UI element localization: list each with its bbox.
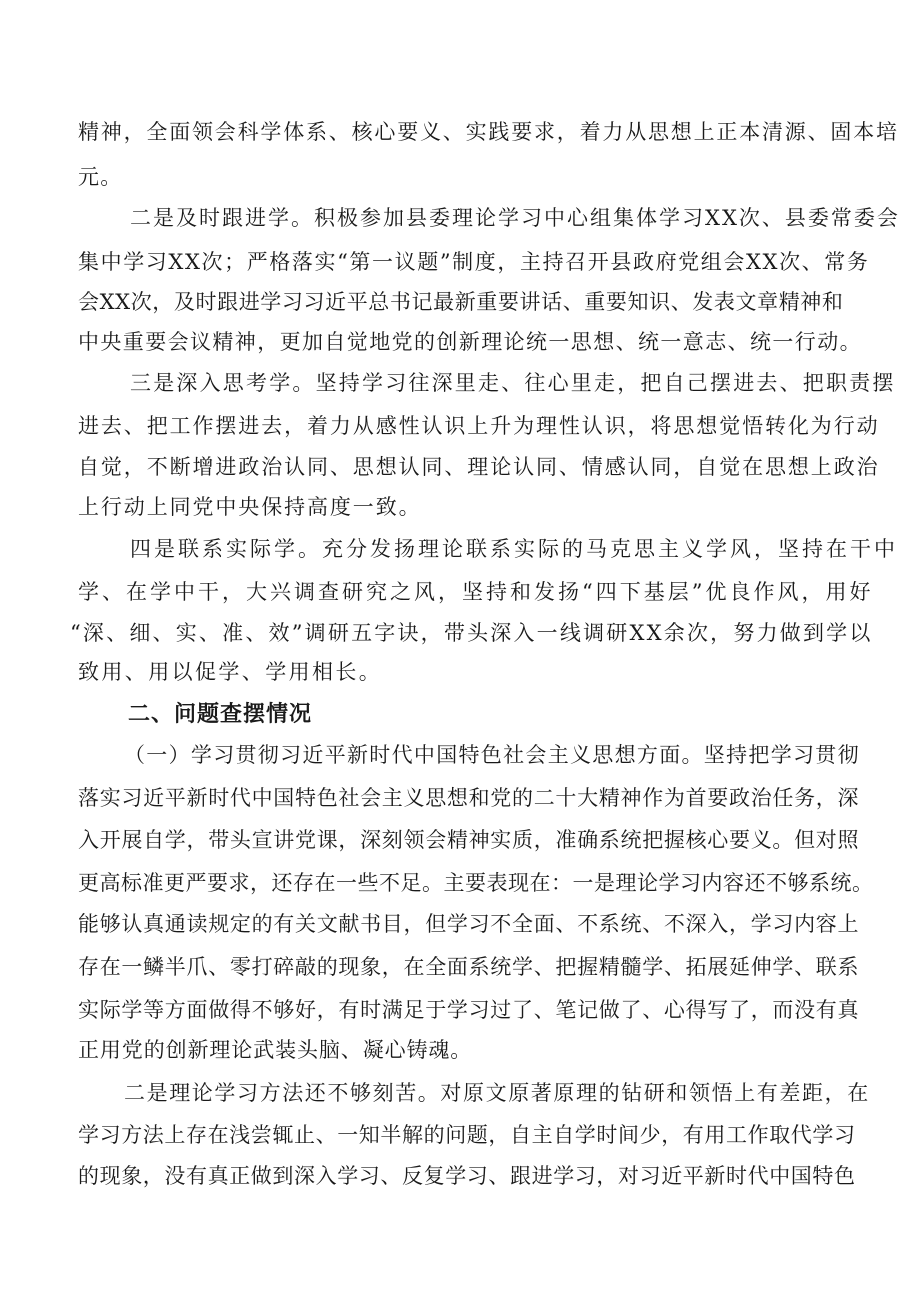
text-line: （一）学习贯彻习近平新时代中国特色社会主义思想方面。坚持把学习贯彻 xyxy=(124,743,860,767)
text-line: 三是深入思考学。坚持学习往深里走、往心里走，把自己摆进去、把职责摆 xyxy=(130,371,896,395)
text-line: “深、细、实、准、效”调研五字诀，带头深入一线调研XX余次，努力做到学以 xyxy=(70,621,873,645)
text-line: 致用、用以促学、学用相长。 xyxy=(78,660,383,684)
text-line: 上行动上同党中央保持高度一致。 xyxy=(78,495,422,519)
text-line: 能够认真通读规定的有关文献书目，但学习不全面、不系统、不深入，学习内容上 xyxy=(78,912,860,936)
text-line: 更高标准更严要求，还存在一些不足。主要表现在：一是理论学习内容还不够系统。 xyxy=(78,871,874,895)
text-line: 实际学等方面做得不够好，有时满足于学习过了、笔记做了、心得写了，而没有真 xyxy=(78,998,860,1022)
text-line: 二是及时跟进学。积极参加县委理论学习中心组集体学习XX次、县委常委会 xyxy=(130,206,900,230)
text-line: 元。 xyxy=(78,165,123,189)
text-line: 二是理论学习方法还不够刻苦。对原文原著原理的钻研和领悟上有差距，在 xyxy=(124,1081,870,1105)
text-line: 学、在学中干，大兴调查研究之风，坚持和发扬“四下基层”优良作风，用好 xyxy=(78,580,874,604)
text-line: 存在一鳞半爪、零打碎敲的现象，在全面系统学、把握精髓学、拓展延伸学、联系 xyxy=(78,955,860,979)
text-line: 的现象，没有真正做到深入学习、反复学习、跟进学习，对习近平新时代中国特色 xyxy=(78,1164,856,1188)
text-line: 自觉，不断增进政治认同、思想认同、理论认同、情感认同，自觉在思想上政治 xyxy=(78,455,880,479)
text-line: 精神，全面领会科学体系、核心要义、实践要求，着力从思想上正本清源、固本培 xyxy=(78,120,899,144)
text-line: 学习方法上存在浅尝辄止、一知半解的问题，自主自学时间少，有用工作取代学习 xyxy=(78,1123,856,1147)
text-line: 进去、把工作摆进去，着力从感性认识上升为理性认识，将思想觉悟转化为行动 xyxy=(78,414,880,438)
text-line: 中央重要会议精神，更加自觉地党的创新理论统一思想、统一意志、统一行动。 xyxy=(78,330,862,354)
text-line: 四是联系实际学。充分发扬理论联系实际的马克思主义学风，坚持在干中 xyxy=(130,537,898,561)
section-heading: 二、问题查摆情况 xyxy=(128,702,313,727)
text-line: 落实习近平新时代中国特色社会主义思想和党的二十大精神作为首要政治任务，深 xyxy=(78,786,860,810)
text-line: 正用党的创新理论武装头脑、凝心铸魂。 xyxy=(78,1038,473,1062)
text-line: 会XX次，及时跟进学习习近平总书记最新重要讲话、重要知识、发表文章精神和 xyxy=(78,290,844,314)
text-line: 集中学习XX次；严格落实“第一议题”制度，主持召开县政府党组会XX次、常务 xyxy=(78,250,870,274)
text-line: 入开展自学，带头宣讲党课，深刻领会精神实质，准确系统把握核心要义。但对照 xyxy=(78,828,860,852)
